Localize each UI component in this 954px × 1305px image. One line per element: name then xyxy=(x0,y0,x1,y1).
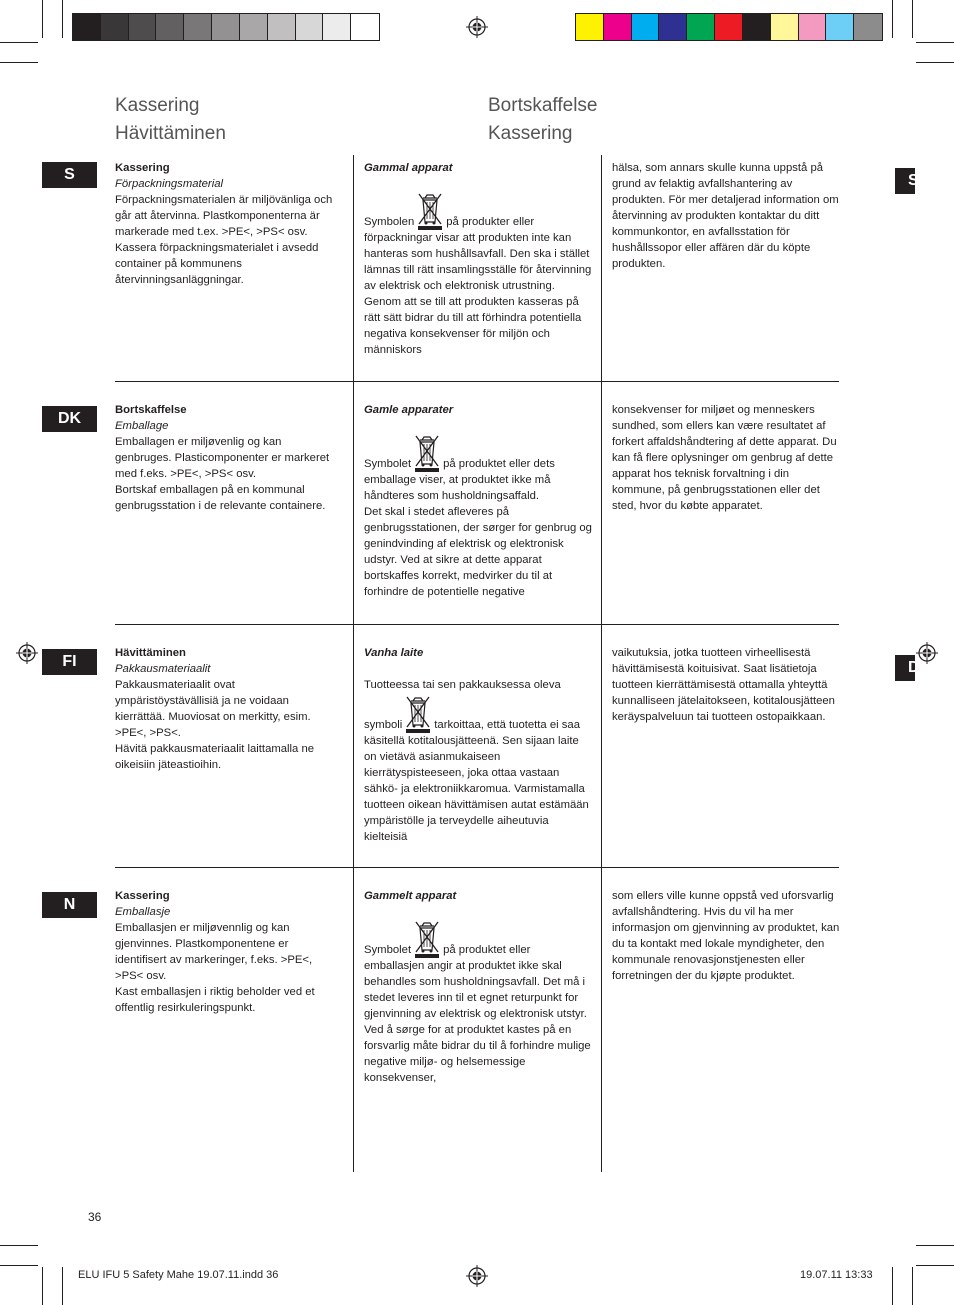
color-swatch xyxy=(632,14,660,40)
color-swatch xyxy=(715,14,743,40)
crop-mark xyxy=(892,0,893,38)
section-subtitle: Förpackningsmaterial xyxy=(115,178,223,190)
crossed-bin-icon xyxy=(417,192,443,230)
language-tab-right: D xyxy=(895,655,915,681)
section-body: Emballasjen er miljøvennlig og kan gjenvinnes. Plastkomponentene er identifisert av markeringer, f.eks. >PE<, >PS< osv. Kast emballasjen i riktig beholder ved et offentlig resirkuleringspunkt. xyxy=(115,922,315,1014)
color-swatch xyxy=(296,14,324,40)
crop-mark xyxy=(62,1267,63,1305)
weee-column xyxy=(364,402,592,600)
crop-mark xyxy=(62,0,63,38)
heading-left-2: Hävittäminen xyxy=(115,123,226,144)
registration-mark-icon xyxy=(16,642,38,664)
cmyk-color-bar xyxy=(575,13,883,41)
color-swatch xyxy=(659,14,687,40)
section-subtitle: Pakkausmateriaalit xyxy=(115,663,211,675)
color-swatch xyxy=(687,14,715,40)
footer-date: 19.07.11 13:33 xyxy=(800,1269,873,1281)
packaging-column xyxy=(115,888,337,1016)
weee-continued-body: hälsa, som annars skulle kunna uppstå på grund av felaktig avfallshantering av produkten. För mer detaljerad information om återvinning av produkten kontaktar du ditt kommunkontor, en avfallsstation för hushållssopor eller affären där du köpte produkten. xyxy=(612,162,839,270)
weee-continued-body: som ellers ville kunne oppstå ved uforsvarlig avfallshåndtering. Hvis du vil ha mer informasjon om gjenvinning av produktet, kan du ta kontakt med lokale myndigheter, den kommunale renovasjonstjenesten eller forretningen der du kjøpte produktet. xyxy=(612,890,840,982)
weee-lead: Symbolet xyxy=(364,944,412,956)
color-swatch xyxy=(129,14,157,40)
section-subtitle: Emballasje xyxy=(115,906,171,918)
section-body: Pakkausmateriaalit ovat ympäristöystävällisiä ja ne voidaan kierrättää. Muoviosat on merkitty, esim. >PE<, >PS<. Hävitä pakkausmateriaalit laittamalla ne oikeisiin jäteastioihin. xyxy=(115,679,315,771)
weee-lead: symboli xyxy=(364,719,403,731)
crossed-bin-icon xyxy=(405,695,431,733)
column-divider xyxy=(353,155,354,1172)
weee-heading: Gamle apparater xyxy=(364,404,454,416)
language-tab: DK xyxy=(42,406,97,432)
crop-mark xyxy=(42,1267,43,1305)
crop-mark xyxy=(0,1245,38,1246)
weee-body: på produkter eller förpackningar visar att produkten inte kan hanteras som hushållsavfall. Den ska i stället lämnas till rätt insamlingsställe för återvinning av elektrisk och elektronisk utrustning. Genom att se till att produkten kasseras på rätt sätt bidrar du till att förhindra potentiella negativa konsekvenser för miljön och människors xyxy=(364,216,592,356)
weee-body: på produktet eller emballasjen angir at produktet ikke skal behandles som husholdningsavfall. Det må i stedet leveres inn til et egnet returpunkt for gjenvinning av elektrisk og elektronisk utstyr. Ved å sørge for at produktet kastes på en forsvarlig måte bidrar du til å forhindre mulige negative miljø- og helsemessige konsekvenser, xyxy=(364,944,591,1084)
color-swatch xyxy=(743,14,771,40)
crop-mark xyxy=(42,0,43,38)
weee-column xyxy=(364,645,592,845)
weee-continued-body: konsekvenser for miljøet og menneskers sundhed, som ellers kan være resultatet af forkert affaldshåndtering af dette apparat. Du kan få flere oplysninger om genbrug af dette apparat hos teknisk forvaltning i din kommune, på genbrugsstationen eller det sted, hvor du købte apparatet. xyxy=(612,404,837,512)
page-number: 36 xyxy=(88,1210,102,1224)
crop-mark xyxy=(916,1265,954,1266)
crop-mark xyxy=(912,1267,913,1305)
heading-right-1: Bortskaffelse xyxy=(488,95,598,116)
packaging-column xyxy=(115,160,337,288)
color-swatch xyxy=(212,14,240,40)
packaging-column xyxy=(115,402,337,514)
column-divider xyxy=(601,155,602,1172)
color-swatch xyxy=(854,14,882,40)
weee-column xyxy=(364,160,592,358)
color-swatch xyxy=(268,14,296,40)
section-body: Emballagen er miljøvenlig og kan genbruges. Plasticomponenter er markeret med f.eks. >PE<, >PS< osv. Bortskaf emballagen på en kommunal genbrugsstation i de relevante containere. xyxy=(115,436,330,512)
color-swatch xyxy=(184,14,212,40)
language-tab: N xyxy=(42,892,97,918)
section-title: Kassering xyxy=(115,162,170,174)
color-swatch xyxy=(771,14,799,40)
language-tab: FI xyxy=(42,649,97,675)
color-swatch xyxy=(799,14,827,40)
section-divider xyxy=(115,381,839,382)
crossed-bin-icon xyxy=(414,434,440,472)
heading-left-1: Kassering xyxy=(115,95,200,116)
color-swatch xyxy=(101,14,129,40)
crop-mark xyxy=(0,42,38,43)
grayscale-color-bar xyxy=(72,13,380,41)
color-swatch xyxy=(73,14,101,40)
crossed-bin-icon xyxy=(414,920,440,958)
weee-lead: Symbolet xyxy=(364,458,412,470)
weee-column xyxy=(364,888,592,1086)
weee-heading: Gammelt apparat xyxy=(364,890,457,902)
color-swatch xyxy=(604,14,632,40)
language-tab: S xyxy=(42,162,97,188)
weee-continued-column xyxy=(612,645,840,725)
registration-mark-icon xyxy=(466,1265,488,1287)
section-body: Förpackningsmaterialen är miljövänliga och går att återvinna. Plastkomponenterna är markerade med t.ex. >PE<, >PS< osv. Kassera förpackningsmaterialet i avsedd container på kommunens återvinningsanläggningar. xyxy=(115,194,333,286)
weee-continued-body: vaikutuksia, jotka tuotteen virheellisestä hävittämisestä koituisivat. Saat lisätietoja tuotteen kierrättämisestä ottamalla yhteyttä kunnalliseen jätelaitokseen, kotitalousjätteen keräyspalveluun tai tuotteen ostopaikkaan. xyxy=(612,647,835,723)
crop-mark xyxy=(0,1265,38,1266)
packaging-column xyxy=(115,645,337,773)
footer-file: ELU IFU 5 Safety Mahe 19.07.11.indd 36 xyxy=(78,1269,279,1281)
section-title: Hävittäminen xyxy=(115,647,186,659)
weee-continued-column xyxy=(612,402,840,514)
language-tab-right: S xyxy=(895,168,915,194)
color-swatch xyxy=(826,14,854,40)
crop-mark xyxy=(892,1267,893,1305)
color-swatch xyxy=(156,14,184,40)
crop-mark xyxy=(912,0,913,38)
crop-mark xyxy=(0,62,38,63)
crop-mark xyxy=(916,42,954,43)
section-divider xyxy=(115,867,839,868)
weee-continued-column xyxy=(612,888,840,984)
weee-continued-column xyxy=(612,160,840,272)
color-swatch xyxy=(351,14,379,40)
color-swatch xyxy=(576,14,604,40)
weee-intro: Tuotteessa tai sen pakkauksessa oleva xyxy=(364,679,561,691)
section-title: Bortskaffelse xyxy=(115,404,187,416)
weee-lead: Symbolen xyxy=(364,216,415,228)
section-divider xyxy=(115,624,839,625)
weee-body: på produktet eller dets emballage viser, at produktet ikke må håndteres som husholdningsaffald. Det skal i stedet afleveres på genbrugsstationen, der sørger for genbrug og genindvinding af elektrisk og elektronisk udstyr. Ved at sikre at dette apparat bortskaffes korrekt, medvirker du til at forhindre de potentielle negative xyxy=(364,458,592,598)
color-swatch xyxy=(323,14,351,40)
weee-heading: Gammal apparat xyxy=(364,162,453,174)
section-title: Kassering xyxy=(115,890,170,902)
crop-mark xyxy=(916,62,954,63)
crop-mark xyxy=(916,1245,954,1246)
heading-right-2: Kassering xyxy=(488,123,573,144)
section-subtitle: Emballage xyxy=(115,420,169,432)
registration-mark-icon xyxy=(466,16,488,38)
weee-heading: Vanha laite xyxy=(364,647,424,659)
weee-body: tarkoittaa, että tuotetta ei saa käsitellä kotitalousjätteenä. Sen sijaan laite on vietävä asianmukaiseen kierrätyspisteeseen, joka ottaa vastaan sähkö- ja elektroniikkaromua. Varmistamalla tuotteen oikean hävittämisen autat estämään ympäristölle ja terveydelle aiheutuvia kielteisiä xyxy=(364,719,589,843)
color-swatch xyxy=(240,14,268,40)
